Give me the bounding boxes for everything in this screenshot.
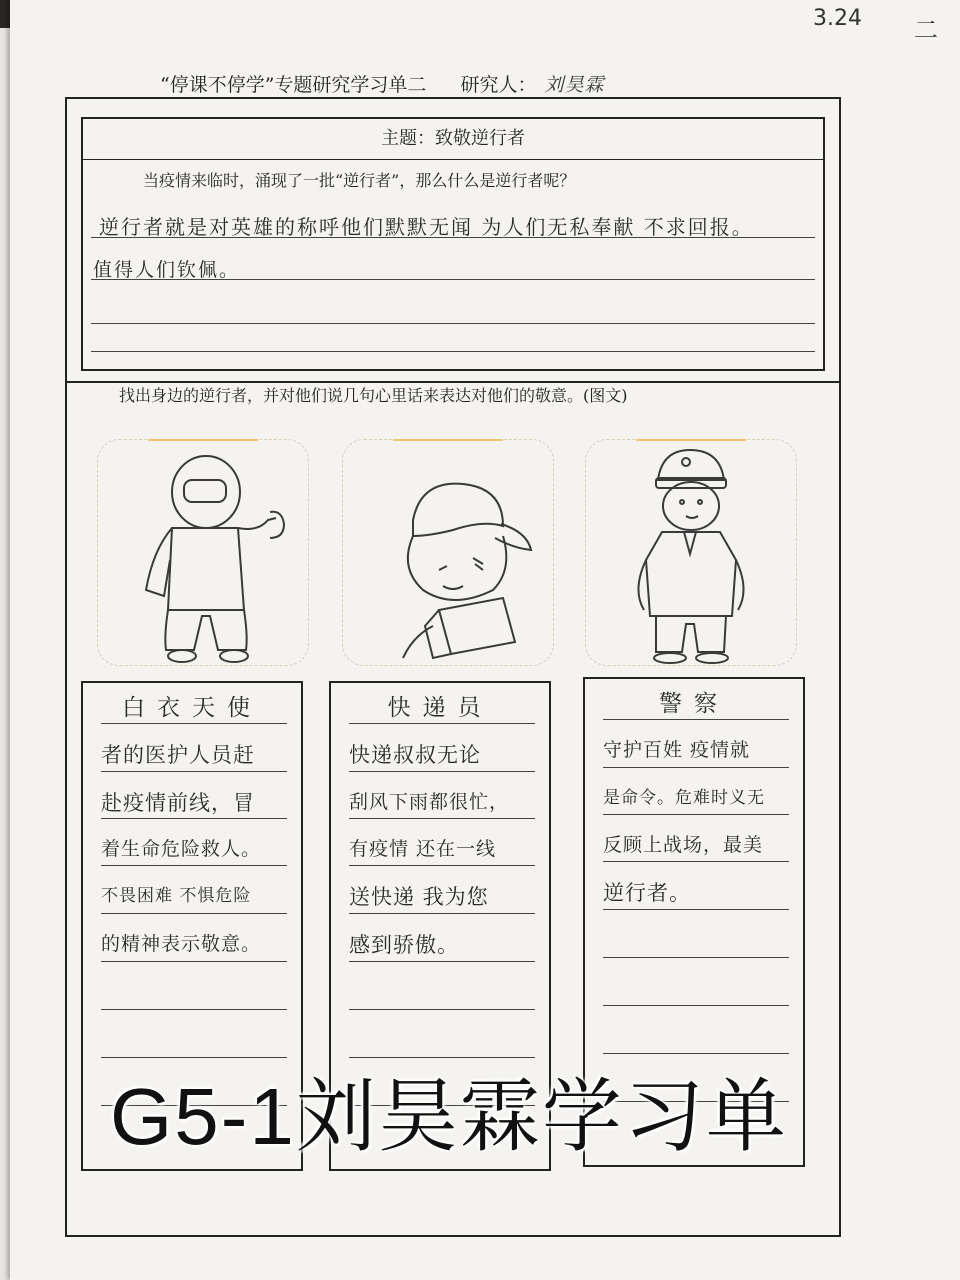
- question-prompt: 当疫情来临时，涌现了一批“逆行者”，那么什么是逆行者呢？: [143, 171, 576, 190]
- doctor-line-5: 的精神表示敬意。: [101, 933, 262, 955]
- police-line-3: 反顾上战场，最美: [603, 834, 764, 856]
- police-line-1: 守护百姓 疫情就: [603, 739, 751, 761]
- date-note: 3.24: [813, 6, 862, 31]
- column-title-police: 警察: [659, 691, 729, 717]
- theme-heading: 主题：致敬逆行者: [83, 119, 823, 160]
- doctor-line-3: 着生命危险救人。: [101, 838, 262, 860]
- police-drawing: [586, 440, 796, 665]
- doctor-drawing: [98, 440, 308, 665]
- courier-line-2: 刮风下雨都很忙，: [349, 791, 510, 813]
- courier-line-1: 快递叔叔无论: [349, 743, 481, 767]
- courier-drawing-card: [342, 439, 554, 666]
- column-title-doctor: 白衣天使: [122, 695, 262, 721]
- police-line-4: 逆行者。: [603, 881, 691, 905]
- doctor-line-1: 者的医护人员赶: [101, 743, 255, 767]
- doctor-line-2: 赴疫情前线，冒: [101, 791, 255, 815]
- ruled-line: [91, 351, 815, 352]
- police-drawing-card: [585, 439, 797, 666]
- courier-drawing: [343, 440, 553, 665]
- answer-line-1: 逆行者就是对英雄的称呼他们默默无闻 为人们无私奉献 不求回报。: [99, 215, 754, 239]
- doctor-line-4: 不畏困难 不惧危险: [101, 886, 252, 906]
- column-title-courier: 快递员: [387, 695, 493, 721]
- worksheet-header: [160, 70, 664, 98]
- instruction-text: 找出身边的逆行者，并对他们说几句心里话来表达对他们的敬意。(图文): [119, 386, 628, 405]
- courier-line-3: 有疫情 还在一线: [349, 838, 497, 860]
- question-section: [81, 117, 825, 371]
- researcher-name: 刘昊霖: [544, 70, 664, 98]
- page-mark: 二: [914, 16, 938, 44]
- student-label-overlay: G5-1刘昊霖学习单: [110, 1072, 788, 1161]
- police-line-2: 是命令。危难时义无: [603, 788, 765, 808]
- courier-line-4: 送快递 我为您: [349, 885, 489, 909]
- ruled-line: [91, 323, 815, 324]
- courier-line-5: 感到骄傲。: [349, 933, 459, 957]
- answer-line-2: 值得人们钦佩。: [93, 259, 241, 281]
- worksheet-title: “停课不停学”专题研究学习单二: [160, 74, 427, 96]
- worksheet-page: [10, 0, 960, 1280]
- researcher-label: 研究人：: [460, 74, 537, 96]
- doctor-drawing-card: [97, 439, 309, 666]
